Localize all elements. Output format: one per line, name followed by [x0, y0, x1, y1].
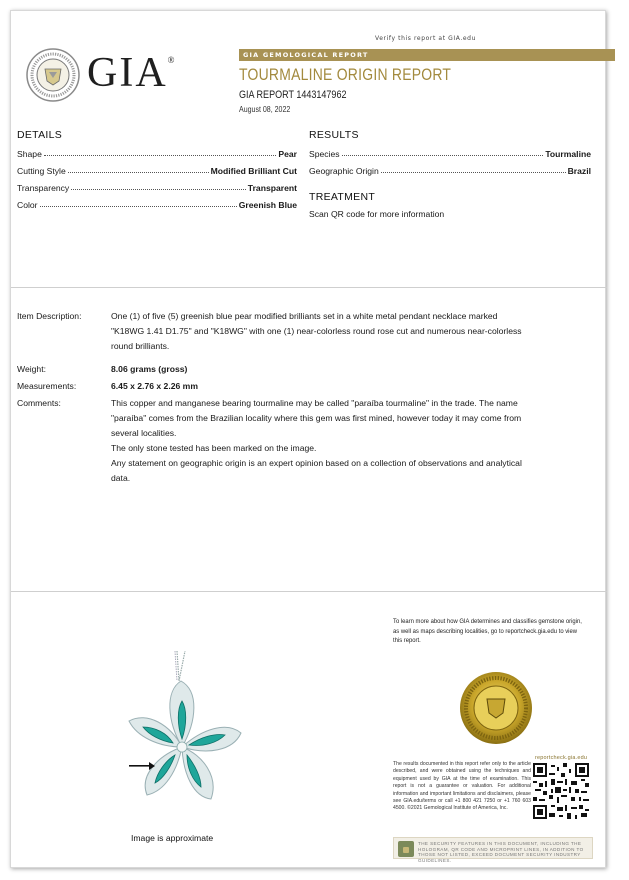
comments-value [111, 396, 599, 486]
results-label: Geographic Origin [309, 166, 379, 176]
image-caption: Image is approximate [131, 833, 214, 843]
measurements-value: 6.45 x 2.76 x 2.26 mm [111, 381, 198, 391]
report-number: GIA REPORT 1443147962 [239, 89, 347, 101]
details-label: Shape [17, 149, 42, 159]
comment-line: several localities. [111, 428, 177, 438]
qr-code-icon[interactable] [533, 763, 589, 819]
item-description-label: Item Description: [17, 311, 82, 321]
comment-line: Any statement on geographic origin is an expert opinion based on a collection of observations and analytical [111, 458, 522, 468]
details-value: Transparent [247, 183, 297, 193]
results-row-origin [309, 166, 591, 176]
item-description-value [111, 309, 599, 354]
details-value: Pear [278, 149, 297, 159]
details-row-color [17, 200, 297, 210]
comments-label: Comments: [17, 398, 61, 408]
results-value: Brazil [567, 166, 591, 176]
description-line: round brilliants. [111, 341, 170, 351]
details-row-transparency [17, 183, 297, 193]
results-label: Species [309, 149, 340, 159]
lock-icon [398, 841, 414, 857]
pendant-image [107, 651, 257, 841]
weight-value: 8.06 grams (gross) [111, 364, 188, 374]
section-divider [11, 591, 607, 592]
report-sheet [10, 10, 606, 868]
report-title: TOURMALINE ORIGIN REPORT [239, 65, 452, 84]
comment-line: "paraíba" comes from the Brazilian locality where this gem was first mined, however today it may come from [111, 413, 522, 423]
treatment-heading: TREATMENT [309, 191, 376, 203]
security-text: THE SECURITY FEATURES IN THIS DOCUMENT, INCLUDING THE HOLOGRAM, QR CODE AND MICROPRINT LINES, IN ADDITION TO THOSE NOT LISTED, EXCEED DOCUMENT SECURITY INDUSTRY GUIDELINES. [418, 841, 584, 863]
description-line: "K18WG 1.41 D1.75" and "K18WG" with one (1) near-colorless round rose cut and numerous near-colorless [111, 326, 522, 336]
details-row-shape [17, 149, 297, 159]
comment-line: data. [111, 473, 131, 483]
details-label: Cutting Style [17, 166, 66, 176]
reportcheck-link[interactable]: reportcheck.gia.edu [535, 755, 588, 761]
details-value: Modified Brilliant Cut [210, 166, 297, 176]
details-label: Transparency [17, 183, 70, 193]
security-notice [393, 837, 593, 863]
details-row-cutting-style [17, 166, 297, 176]
gia-seal-icon [25, 47, 81, 103]
details-heading: DETAILS [17, 129, 63, 141]
comment-line: This copper and manganese bearing tourmaline may be called "paraíba tourmaline" in the trade. The name [111, 398, 518, 408]
description-line: One (1) of five (5) greenish blue pear modified brilliants set in a white metal pendant necklace marked [111, 311, 498, 321]
learn-more-text: To learn more about how GIA determines and classifies gemstone origin, as well as maps describing localities, go to reportcheck.gia.edu to view this report. [393, 618, 582, 644]
report-type-label: GIA GEMOLOGICAL REPORT [243, 51, 369, 59]
results-heading: RESULTS [309, 129, 359, 141]
report-type-bar [239, 49, 615, 61]
weight-label: Weight: [17, 364, 46, 374]
comment-line: The only stone tested has been marked on the image. [111, 443, 317, 453]
report-date: August 08, 2022 [239, 105, 291, 114]
verify-text: Verify this report at GIA.edu [375, 35, 476, 42]
gold-hologram-seal-icon [459, 671, 533, 745]
details-value: Greenish Blue [238, 200, 297, 210]
results-row-species [309, 149, 591, 159]
disclaimer-text: The results documented in this report refer only to the article described, and were obtained using the techniques and equipment used by GIA at the time of examination. This report is not a guarantee or valuation. For additional information and important limitations and disclaimers, please see GIA.edu/terms or call +1 800 421 7250 or +1 760 603 4500. ©2021 Gemological Institute of America, Inc. [393, 761, 531, 812]
measurements-label: Measurements: [17, 381, 77, 391]
details-label: Color [17, 200, 38, 210]
results-value: Tourmaline [545, 149, 591, 159]
section-divider [11, 287, 607, 288]
gia-wordmark: GIA® [87, 50, 175, 96]
treatment-text: Scan QR code for more information [309, 209, 445, 219]
